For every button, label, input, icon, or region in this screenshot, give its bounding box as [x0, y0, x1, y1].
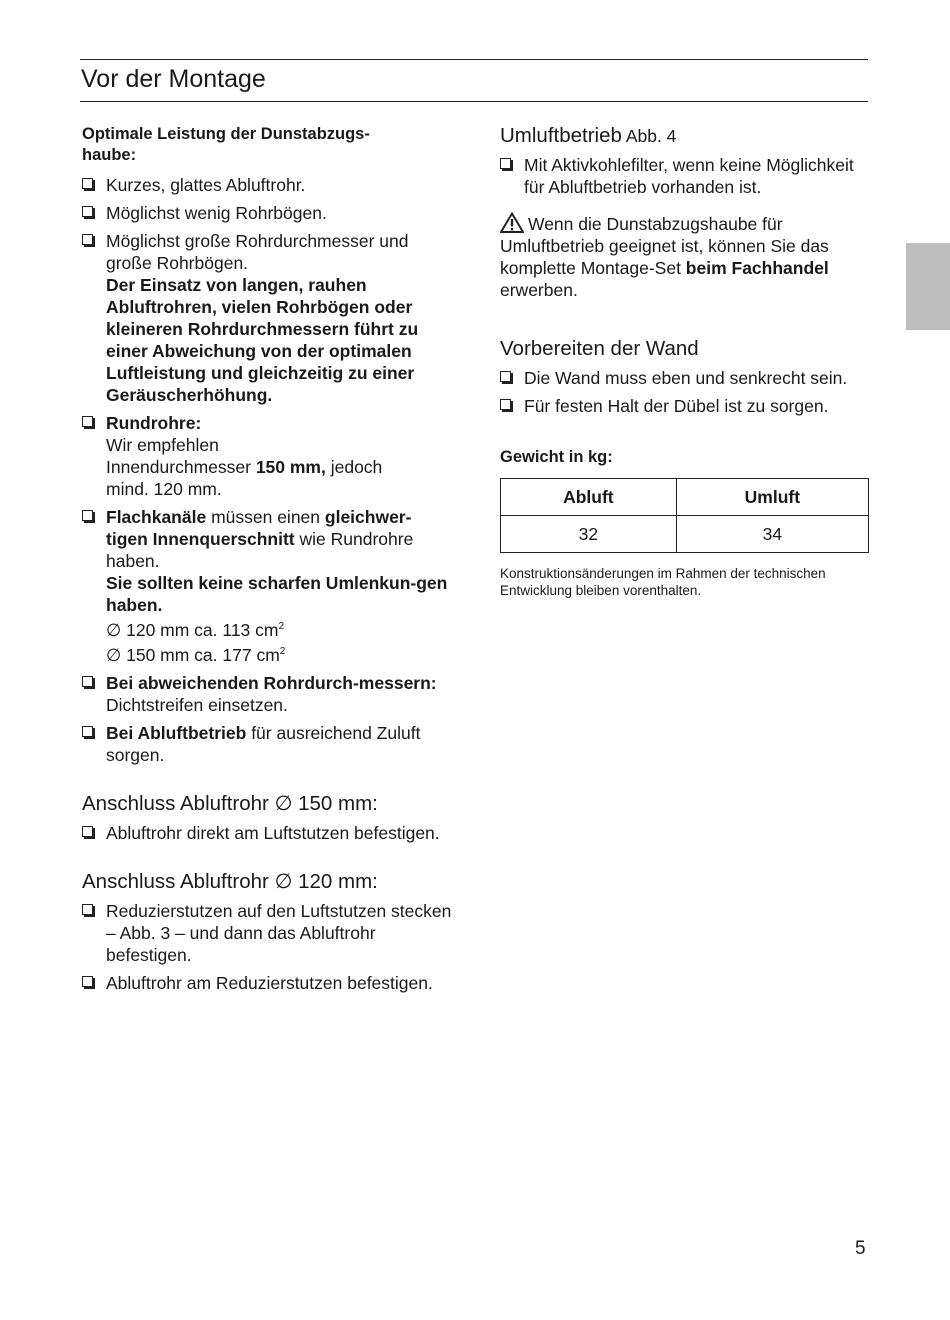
weight-table [500, 478, 869, 553]
warning-triangle-icon [500, 212, 524, 233]
checkbox-icon [500, 371, 511, 382]
table-header: Umluft [676, 479, 868, 516]
list-item: Mit Aktivkohlefilter, wenn keine Möglichkeit für Abluftbetrieb vorhanden ist. [500, 154, 870, 198]
checkbox-icon [82, 510, 93, 521]
list-item: Möglichst große Rohrdurchmesser und große Rohrbögen. [82, 230, 452, 274]
footnote: Konstruktionsänderungen im Rahmen der technischen Entwicklung bleiben vorenthalten. [500, 566, 826, 598]
checkbox-icon [82, 826, 93, 837]
checkbox-icon [82, 416, 93, 427]
checkbox-icon [500, 399, 511, 410]
table-cell: 32 [501, 516, 677, 553]
list-item: Abluftrohr direkt am Luftstutzen befestigen. [82, 822, 452, 844]
table-row [501, 516, 869, 553]
table-cell: 34 [676, 516, 868, 553]
optimal-heading: Optimale Leistung der Dunstabzugs- haube: [82, 125, 370, 164]
checkbox-icon [82, 206, 93, 217]
list-item: Für festen Halt der Dübel ist zu sorgen. [500, 395, 870, 417]
top-rule [80, 59, 868, 60]
checkbox-icon [500, 158, 511, 169]
list-item-rundrohre: Rundrohre: Wir empfehlen Innendurchmesser 150 mm, jedoch mind. 120 mm. [82, 412, 452, 500]
checkbox-icon [82, 976, 93, 987]
table-header: Abluft [501, 479, 677, 516]
list-item: Abluftrohr am Reduzierstutzen befestigen. [82, 972, 452, 994]
wand-heading: Vorbereiten der Wand [500, 337, 699, 360]
side-tab-marker [906, 243, 950, 330]
gewicht-heading: Gewicht in kg: [500, 448, 613, 466]
section-heading-150: Anschluss Abluftrohr ∅ 150 mm: [82, 791, 378, 815]
list-item: Kurzes, glattes Abluftrohr. [82, 174, 452, 196]
checkbox-icon [82, 904, 93, 915]
right-column [500, 124, 870, 599]
list-item: Bei Abluftbetrieb für ausreichend Zuluft sorgen. [82, 722, 452, 766]
checkbox-icon [82, 178, 93, 189]
title-underline [80, 101, 868, 102]
section-heading-120: Anschluss Abluftrohr ∅ 120 mm: [82, 869, 378, 893]
warning-note: Wenn die Dunstabzugshaube für Umluftbetrieb geeignet ist, können Sie das komplette Montage-Set beim Fachhandel erwerben. [500, 214, 829, 300]
list-item: Reduzierstutzen auf den Luftstutzen stecken – Abb. 3 – und dann das Abluftrohr befestigen. [82, 900, 452, 966]
checkbox-icon [82, 676, 93, 687]
page-title: Vor der Montage [81, 65, 266, 93]
list-item: Die Wand muss eben und senkrecht sein. [500, 367, 870, 389]
checkbox-icon [82, 726, 93, 737]
list-item: Bei abweichenden Rohrdurch-messern: Dichtstreifen einsetzen. [82, 672, 452, 716]
checkbox-icon [82, 234, 93, 245]
umluft-heading: Umluftbetrieb Abb. 4 [500, 124, 677, 147]
list-item: Möglichst wenig Rohrbögen. [82, 202, 452, 224]
left-column [82, 124, 452, 1000]
warning-paragraph: Der Einsatz von langen, rauhen Abluftrohren, vielen Rohrbögen oder kleineren Rohrdurchmessern führt zu einer Abweichung von der optimalen Luftleistung und gleichzeitig zu einer Geräuscherhöhung. [106, 275, 419, 405]
list-item-flachkanaele: Flachkanäle müssen einen gleichwer-tigen Innenquerschnitt wie Rundrohre haben. Sie sollten keine scharfen Umlenkun-gen haben. ∅ 120 mm ca. 113 $cm^2$ ∅ 150 mm ca. 177 $cm^2$ [82, 506, 452, 666]
page-number: 5 [855, 1238, 866, 1259]
table-header-row [501, 479, 869, 516]
